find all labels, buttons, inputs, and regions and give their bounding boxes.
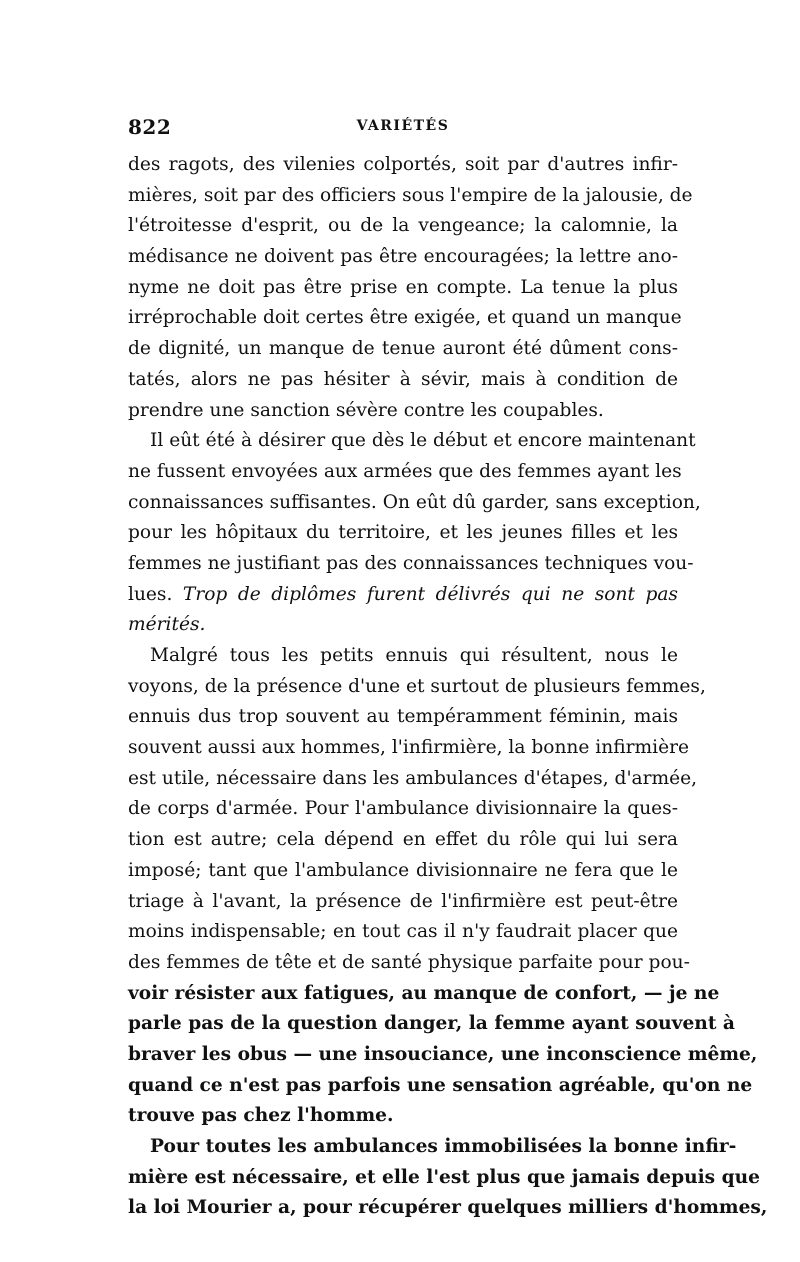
text-line: pour les hôpitaux du territoire, et les jeunes filles et les bbox=[128, 522, 678, 544]
text-line: parle pas de la question danger, la femme ayant souvent à bbox=[128, 1013, 735, 1035]
text-line: ne fussent envoyées aux armées que des femmes ayant les bbox=[128, 460, 682, 482]
page-header bbox=[128, 115, 678, 145]
text-line: quand ce n'est pas parfois une sensation agréable, qu'on ne bbox=[128, 1074, 753, 1096]
text-line: Pour toutes les ambulances immobilisées la bonne infir- bbox=[150, 1136, 737, 1157]
body-text bbox=[128, 150, 768, 1224]
text-line: tatés, alors ne pas hésiter à sévir, mais à condition de bbox=[128, 368, 678, 390]
text-line: ennuis dus trop souvent au tempéramment féminin, mais bbox=[128, 706, 678, 728]
italic-fragment: Trop de diplômes furent délivrés qui ne sont pas bbox=[182, 583, 678, 605]
text-line: tion est autre; cela dépend en effet du rôle qui lui sera bbox=[128, 829, 678, 851]
text-line: connaissances suffisantes. On eût dû garder, sans exception, bbox=[128, 491, 701, 513]
text-line: moins indispensable; en tout cas il n'y faudrait placer que bbox=[128, 921, 678, 943]
text-line: la loi Mourier a, pour récupérer quelques milliers d'hommes, bbox=[128, 1197, 768, 1219]
text-line: braver les obus — une insouciance, une inconscience même, bbox=[128, 1043, 758, 1065]
text-line: femmes ne justifiant pas des connaissances techniques vou- bbox=[128, 552, 694, 574]
text-line: de dignité, un manque de tenue auront été dûment cons- bbox=[128, 338, 678, 360]
text-line: mières, soit par des officiers sous l'empire de la jalousie, de bbox=[128, 184, 693, 206]
text-line: mière est nécessaire, et elle l'est plus que jamais depuis que bbox=[128, 1166, 760, 1188]
text-line: est utile, nécessaire dans les ambulances d'étapes, d'armée, bbox=[128, 767, 698, 789]
text-line: de corps d'armée. Pour l'ambulance divisionnaire la ques- bbox=[128, 798, 678, 820]
text-line: souvent aussi aux hommes, l'infirmière, la bonne infirmière bbox=[128, 737, 689, 759]
text-line: irréprochable doit certes être exigée, et quand un manque bbox=[128, 307, 682, 329]
text-line: mérités. bbox=[128, 614, 206, 636]
text-line: voir résister aux fatigues, au manque de confort, — je ne bbox=[128, 982, 720, 1004]
text-line: trouve pas chez l'homme. bbox=[128, 1105, 394, 1127]
text-line: médisance ne doivent pas être encouragées; la lettre ano- bbox=[128, 246, 678, 268]
text-line: nyme ne doit pas être prise en compte. La tenue la plus bbox=[128, 276, 678, 298]
page-number: 822 bbox=[128, 115, 172, 139]
text-line: triage à l'avant, la présence de l'infirmière est peut-être bbox=[128, 890, 678, 912]
text-fragment: lues. bbox=[128, 583, 173, 605]
text-line: voyons, de la présence d'une et surtout de plusieurs femmes, bbox=[128, 675, 706, 697]
text-line: prendre une sanction sévère contre les coupables. bbox=[128, 399, 604, 421]
text-line-mixed bbox=[128, 580, 678, 611]
running-title: VARIÉTÉS bbox=[356, 118, 450, 134]
text-line: des ragots, des vilenies colportés, soit par d'autres infir- bbox=[128, 154, 678, 175]
text-line: imposé; tant que l'ambulance divisionnaire ne fera que le bbox=[128, 859, 678, 881]
text-line: Il eût été à désirer que dès le début et encore maintenant bbox=[150, 430, 696, 452]
text-line: l'étroitesse d'esprit, ou de la vengeance; la calomnie, la bbox=[128, 215, 678, 237]
text-line: Malgré tous les petits ennuis qui résultent, nous le bbox=[150, 645, 678, 666]
text-line: des femmes de tête et de santé physique parfaite pour pou- bbox=[128, 951, 690, 973]
